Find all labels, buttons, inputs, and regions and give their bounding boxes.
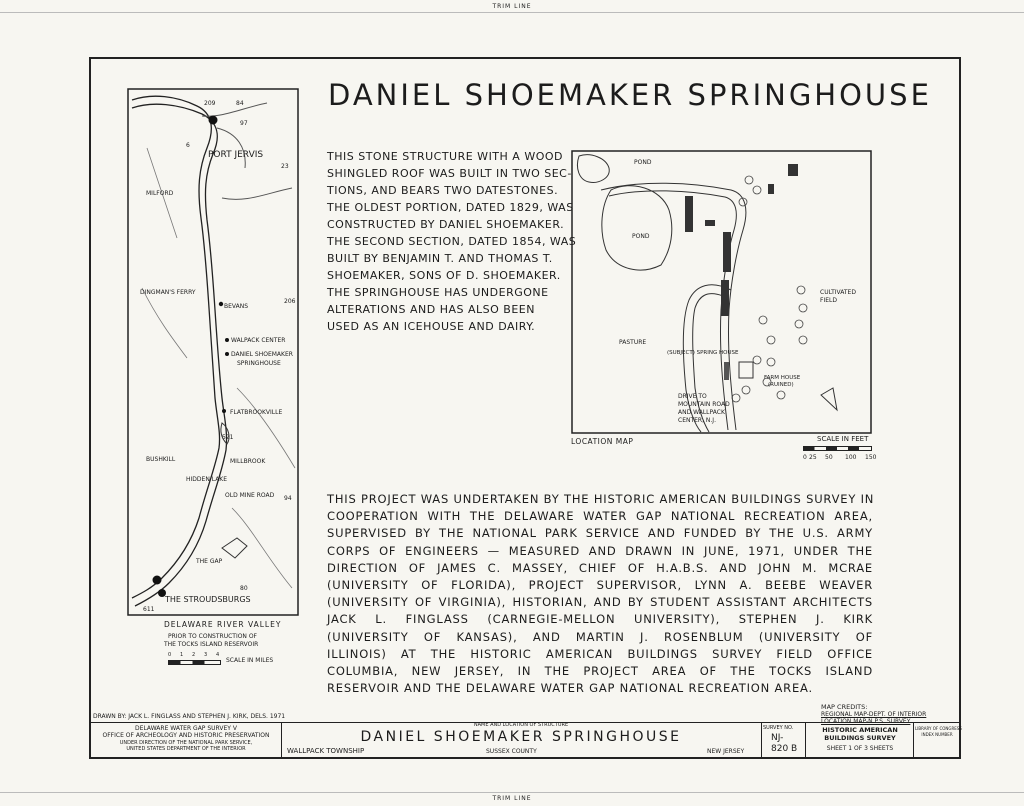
river-map-scale-label: SCALE IN MILES [226,657,274,664]
office-line: UNITED STATES DEPARTMENT OF THE INTERIOR [126,746,246,752]
trim-line-label-bottom: TRIM LINE [492,795,532,802]
description-line: TIONS, AND BEARS TWO DATESTONES. [327,184,559,197]
river-map-caption: DELAWARE RIVER VALLEY [164,620,282,629]
project-line: CORPS OF ENGINEERS — MEASURED AND DRAWN IN JUNE, 1971, UNDER THE [327,543,873,558]
scale-tick: 25 [809,454,817,461]
scale-tick: 100 [845,454,857,461]
route-number: 94 [284,495,292,502]
port-jervis-marker [209,116,218,125]
label-milford: MILFORD [146,190,174,197]
building-ne-2 [768,184,774,194]
label-cultivated: CULTIVATED [820,289,856,296]
route-number: 80 [240,585,248,592]
page-title: DANIEL SHOEMAKER SPRINGHOUSE [328,78,932,112]
scale-tick: 1 [180,652,184,658]
title-block [91,722,962,758]
office-line: DELAWARE WATER GAP SURVEY V [135,725,237,732]
label-pond: POND [632,233,650,240]
label-farm-house-ruined: (RUINED) [768,382,794,388]
office-line: UNDER DIRECTION OF THE NATIONAL PARK SERVICE, [119,740,253,746]
outbuilding [723,232,731,272]
farm-house-building [739,362,753,378]
roads [142,148,295,588]
project-line: ILLINOIS) AT THE HISTORIC AMERICAN BUILDINGS SURVEY FIELD OFFICE [327,646,873,661]
route-number: 97 [240,120,248,127]
map-credits-heading: MAP CREDITS: [821,703,868,711]
scale-tick: 0 [803,454,807,461]
label-drive-2: MOUNTAIN ROAD [678,401,730,408]
route-number: 206 [284,298,296,305]
project-line: COLUMBIA, NEW JERSEY, IN THE PROJECT AREA OF THE TOCKS ISLAND [327,664,873,679]
library-label: LIBRARY OF CONGRESS [915,726,962,731]
route-number: 209 [204,100,216,107]
scale-tick: 2 [192,652,196,658]
project-line: DIRECTION OF JAMES C. MASSEY, CHIEF OF H.A.B.S. AND JOHN M. MCRAE [327,560,873,575]
label-daniel-shoemaker: DANIEL SHOEMAKER [231,351,293,358]
label-port-jervis: PORT JERVIS [208,150,264,160]
drive-road-inner [609,191,739,430]
label-springhouse: SPRINGHOUSE [237,360,281,367]
label-dingmans-ferry: DINGMAN'S FERRY [140,289,196,296]
river-map-subcaption: THE TOCKS ISLAND RESERVOIR [164,641,259,648]
route-number: 23 [281,163,289,170]
label-pasture: PASTURE [619,339,647,346]
location-map-scale-label: SCALE IN FEET [817,435,869,443]
structure-name: DANIEL SHOEMAKER SPRINGHOUSE [360,729,682,745]
scale-tick: 0 [168,652,172,658]
label-millbrook: MILLBROOK [230,458,266,465]
project-paragraph [327,491,873,697]
stroudsburgs-marker [153,576,162,585]
barn-building [685,196,693,232]
river-map-scale-ticks [168,652,220,660]
project-line: COOPERATION WITH THE DELAWARE WATER GAP NATIONAL RECREATION AREA, [327,509,873,524]
walpack-center-marker [225,338,229,342]
label-field: FIELD [820,297,837,304]
pond-shape [602,186,672,270]
label-the-gap: THE GAP [196,558,223,565]
label-springhouse-subject: (SUBJECT) SPRING HOUSE [667,350,739,356]
trim-line-top [0,12,1024,13]
description-text [327,148,577,335]
river-map-subcaption: PRIOR TO CONSTRUCTION OF [168,633,258,640]
drawn-by: DRAWN BY: JACK L. FINGLASS AND STEPHEN J. KIRK, DELS. 1971 [93,713,286,720]
route-number: 84 [236,100,244,107]
location-map-scale-ticks [803,454,883,462]
scale-tick: 150 [865,454,877,461]
scale-tick: 3 [204,652,208,658]
survey-no-value: NJ- [771,733,784,743]
building-ne [788,164,798,176]
label-walpack-center: WALPACK CENTER [231,337,286,344]
description-line: BUILT BY BENJAMIN T. AND THOMAS T. [327,252,553,265]
library-label: INDEX NUMBER [921,732,953,737]
map-credits-line: REGIONAL MAP-DEPT. OF INTERIOR [821,711,927,718]
tree-group [732,176,807,402]
pond-top-shape [577,155,609,183]
label-bushkill: BUSHKILL [146,456,176,463]
county: SUSSEX COUNTY [486,748,537,755]
label-flatbrookville: FLATBROOKVILLE [230,409,283,416]
habs-label: BUILDINGS SURVEY [824,734,896,742]
bevans-marker [219,302,223,306]
route-number: 521 [222,434,234,441]
flatbrookville-marker [222,409,226,413]
description-line: THE SECOND SECTION, DATED 1854, WAS [327,235,577,248]
river-map-scale-bar [168,660,226,666]
label-drive-1: DRIVE TO [678,393,707,400]
project-line: RESERVOIR AND THE DELAWARE WATER GAP NATIONAL RECREATION AREA. [327,681,813,696]
description-line: SHINGLED ROOF WAS BUILT IN TWO SEC- [327,167,572,180]
project-line: JACK L. FINGLASS (CARNEGIE-MELLON UNIVERSITY), STEPHEN J. KIRK [327,612,873,627]
label-pond-top: POND [634,159,652,166]
description-line: CONSTRUCTED BY DANIEL SHOEMAKER. [327,218,565,231]
label-drive-3: AND WALLPACK [678,409,725,416]
survey-no-label: SURVEY NO. [763,725,794,731]
trim-line-bottom [0,792,1024,793]
description-line: THIS STONE STRUCTURE WITH A WOOD [327,150,563,163]
project-line: (UNIVERSITY OF FLORIDA), PROJECT SUPERVISOR, LYNN A. BEEBE WEAVER [327,578,873,593]
survey-no-value: 820 B [771,744,798,754]
project-line: SUPERVISED BY THE NATIONAL PARK SERVICE AND FUNDED BY THE U.S. ARMY [327,526,873,541]
label-bevans: BEVANS [224,303,249,310]
scale-tick: 50 [825,454,833,461]
route-number: 6 [186,142,190,149]
habs-label: HISTORIC AMERICAN [822,726,898,734]
outbuilding-2 [721,280,729,316]
label-old-mine-road: OLD MINE ROAD [225,492,275,499]
project-line: THIS PROJECT WAS UNDERTAKEN BY THE HISTORIC AMERICAN BUILDINGS SURVEY IN [327,492,875,506]
shed-building [705,220,715,226]
state: NEW JERSEY [707,748,745,755]
sheet-number: SHEET 1 OF 3 SHEETS [826,745,894,752]
the-gap-shape [222,538,247,558]
location-map-caption: LOCATION MAP [571,437,634,446]
description-line: USED AS AN ICEHOUSE AND DAIRY. [327,320,536,333]
project-line: (UNIVERSITY OF VIRGINIA), HISTORIAN, AND BY STUDENT ASSISTANT ARCHITECTS [327,595,873,610]
springhouse-marker [225,352,229,356]
map-credits-line: LOCATION MAP-N.P.S. SURVEY [821,718,911,725]
label-farm-house: FARM HOUSE [764,375,801,381]
description-line: THE OLDEST PORTION, DATED 1829, WAS [327,201,574,214]
river-bank-west [132,96,223,598]
route-number: 611 [143,606,155,613]
description-line: SHOEMAKER, SONS OF D. SHOEMAKER. [327,269,561,282]
title-block-divider [805,723,806,758]
scale-tick: 4 [216,652,220,658]
label-the-stroudsburgs: THE STROUDSBURGS [165,595,251,604]
description-line: THE SPRINGHOUSE HAS UNDERGONE [327,286,549,299]
title-block-divider [913,723,914,758]
office-line: OFFICE OF ARCHEOLOGY AND HISTORIC PRESERVATION [102,732,270,739]
township: WALLPACK TOWNSHIP [287,747,365,755]
title-block-divider [761,723,762,758]
project-line: (UNIVERSITY OF KANSAS), AND MARTIN J. ROSENBLUM (UNIVERSITY OF [327,629,873,644]
label-hidden-lake: HIDDEN LAKE [186,476,228,483]
springhouse-building [724,362,729,380]
name-location-header: NAME AND LOCATION OF STRUCTURE [473,722,569,728]
location-map-scale-bar [803,446,873,452]
trim-line-label-top: TRIM LINE [492,3,532,10]
label-drive-4: CENTER, N.J. [678,417,716,424]
ruin-shape [821,388,837,410]
description-line: ALTERATIONS AND HAS ALSO BEEN [327,303,535,316]
